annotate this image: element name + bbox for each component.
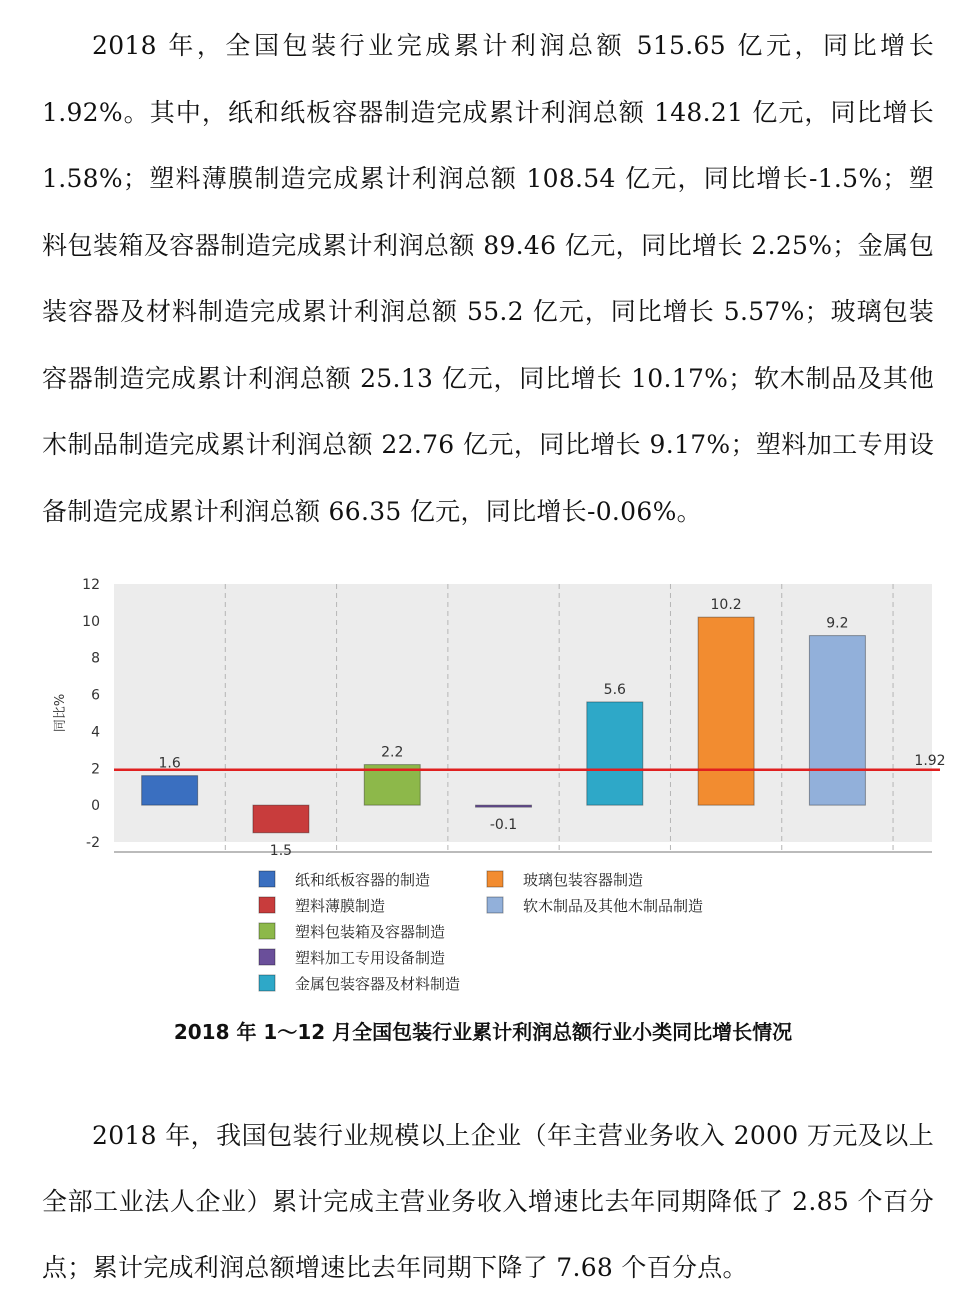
bar-1 — [142, 776, 198, 805]
y-tick-label: 10 — [82, 613, 100, 630]
reference-line-label: 1.92 — [914, 752, 946, 769]
legend-swatch — [259, 897, 275, 913]
legend-label: 塑料加工专用设备制造 — [295, 949, 446, 967]
y-tick-label: 8 — [91, 650, 100, 667]
bar-value-label: 1.6 — [158, 755, 181, 772]
bar-5 — [587, 702, 643, 805]
legend-swatch — [259, 949, 275, 965]
legend-label: 玻璃包装容器制造 — [523, 871, 644, 889]
legend-label: 金属包装容器及材料制造 — [295, 975, 461, 993]
bar-7 — [809, 636, 865, 806]
bar-2 — [253, 805, 309, 833]
legend-swatch — [259, 871, 275, 887]
growth-bar-chart — [40, 568, 946, 1008]
y-tick-label: 2 — [91, 761, 100, 778]
chart-caption: 2018 年 1～12 月全国包装行业累计利润总额行业小类同比增长情况 — [173, 1020, 793, 1044]
legend-label: 塑料薄膜制造 — [295, 897, 386, 915]
legend-label: 纸和纸板容器的制造 — [295, 871, 431, 889]
y-tick-label: 0 — [91, 798, 100, 815]
y-tick-label: -2 — [86, 835, 100, 851]
legend-swatch — [487, 897, 503, 913]
y-tick-label: 12 — [82, 577, 100, 593]
paragraph-growth-comparison: 2018 年，我国包装行业规模以上企业（年主营业务收入 2000 万元及以上全部工业法人企业）累计完成主营业务收入增速比去年同期降低了 2.85 个百分点；累计完成利润总额增速比去年同期下降了 7.68 个百分点。 — [42, 1121, 934, 1282]
legend-label: 塑料包装箱及容器制造 — [295, 923, 446, 941]
bar-value-label: 10.2 — [710, 597, 742, 614]
y-axis-label: 同比% — [53, 693, 68, 733]
legend-label: 软木制品及其他木制品制造 — [523, 897, 704, 915]
bar-value-label: 9.2 — [826, 615, 849, 632]
bar-6 — [698, 617, 754, 805]
bar-value-label: 2.2 — [381, 744, 404, 761]
y-tick-label: 6 — [91, 687, 100, 704]
paragraph-profit-summary: 2018 年，全国包装行业完成累计利润总额 515.65 亿元，同比增长 1.92%。其中，纸和纸板容器制造完成累计利润总额 148.21 亿元，同比增长 1.58%；塑料薄膜制造完成累计利润总额 108.54 亿元，同比增长-1.5%；塑料包装箱及容器制造完成累计利润总额 89.46 亿元，同比增长 2.25%；金属包装容器及材料制造完成累计利润总额 55.2 亿元，同比增长 5.57%；玻璃包装容器制造完成累计利润总额 25.13 亿元，同比增长 10.17%；软木制品及其他木制品制造完成累计利润总额 22.76 亿元，同比增长 9.17%；塑料加工专用设备制造完成累计利润总额 66.35 亿元，同比增长-0.06%。 — [42, 31, 934, 526]
legend-swatch — [487, 871, 503, 887]
bar-value-label: 1.5 — [269, 842, 293, 859]
bar-value-label: -0.1 — [489, 817, 518, 834]
legend-swatch — [259, 923, 275, 939]
bar-value-label: 5.6 — [603, 681, 626, 698]
legend-swatch — [259, 975, 275, 991]
y-tick-label: 4 — [91, 724, 100, 741]
bar-4 — [476, 805, 532, 807]
